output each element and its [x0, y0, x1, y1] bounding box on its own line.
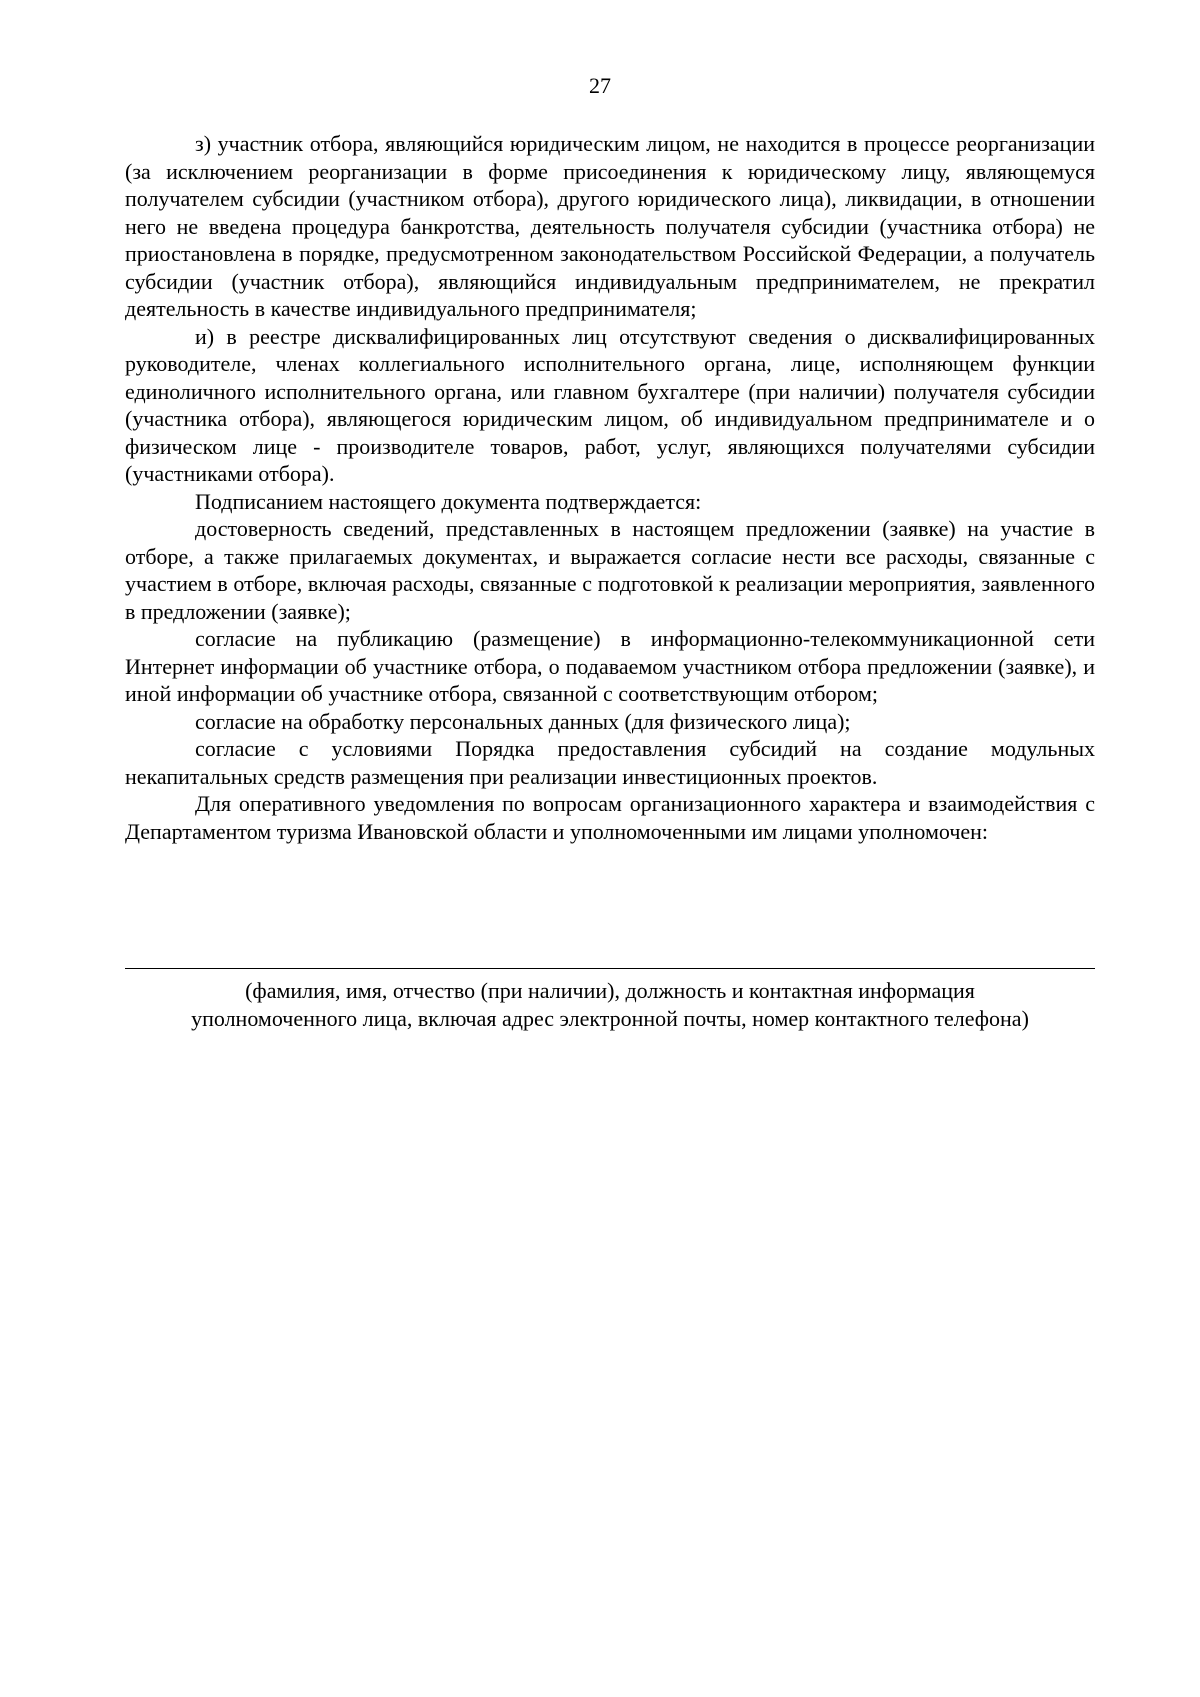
paragraph-procedure-consent: согласие с условиями Порядка предоставления субсидий на создание модульных некапитальных средств размещения при реализации инвестиционных проектов.	[125, 736, 1095, 789]
paragraph-personal-data-consent: согласие на обработку персональных данных (для физического лица);	[195, 708, 851, 734]
signature-block	[125, 968, 1095, 1033]
paragraph-i: и) в реестре дисквалифицированных лиц отсутствуют сведения о дисквалифицированных руководителе, членах коллегиального исполнительного органа, лице, исполняющем функции единоличного исполнительного органа, или главном бухгалтере (при наличии) получателя субсидии (участника отбора), являющегося юридическим лицом, об индивидуальном предпринимателе и о физическом лице - производителе товаров, работ, услуг, являющихся получателями субсидии (участниками отбора).	[125, 323, 1095, 486]
signature-caption: (фамилия, имя, отчество (при наличии), должность и контактная информация уполномоченного лица, включая адрес электронной почты, номер контактного телефона)	[191, 978, 1029, 1031]
paragraph-reliability: достоверность сведений, представленных в настоящем предложении (заявке) на участие в отборе, а также прилагаемых документах, и выражается согласие нести все расходы, связанные с участием в отборе, включая расходы, связанные с подготовкой к реализации мероприятия, заявленного в предложении (заявке);	[125, 516, 1095, 624]
page-number: 27	[589, 73, 611, 98]
paragraph-contact-authorization: Для оперативного уведомления по вопросам организационного характера и взаимодействия с Департаментом туризма Ивановской области и уполномоченными им лицами уполномочен:	[125, 791, 1095, 844]
signature-fill-line	[125, 968, 1095, 969]
paragraph-publication-consent: согласие на публикацию (размещение) в информационно-телекоммуникационной сети Интернет информации об участнике отбора, о подаваемом участником отбора предложении (заявке), и иной информации об участнике отбора, связанной с соответствующим отбором;	[125, 626, 1095, 706]
document-body	[125, 130, 1095, 845]
paragraph-z: з) участник отбора, являющийся юридическим лицом, не находится в процессе реорганизации (за исключением реорганизации в форме присоединения к юридическому лицу, являющемуся получателем субсидии (участником отбора), другого юридического лица), ликвидации, в отношении него не введена процедура банкротства, деятельность получателя субсидии (участника отбора) не приостановлена в порядке, предусмотренном законодательством Российской Федерации, а получатель субсидии (участник отбора), являющийся индивидуальным предпринимателем, не прекратил деятельность в качестве индивидуального предпринимателя;	[125, 131, 1095, 321]
paragraph-confirmation-intro: Подписанием настоящего документа подтверждается:	[195, 488, 702, 514]
